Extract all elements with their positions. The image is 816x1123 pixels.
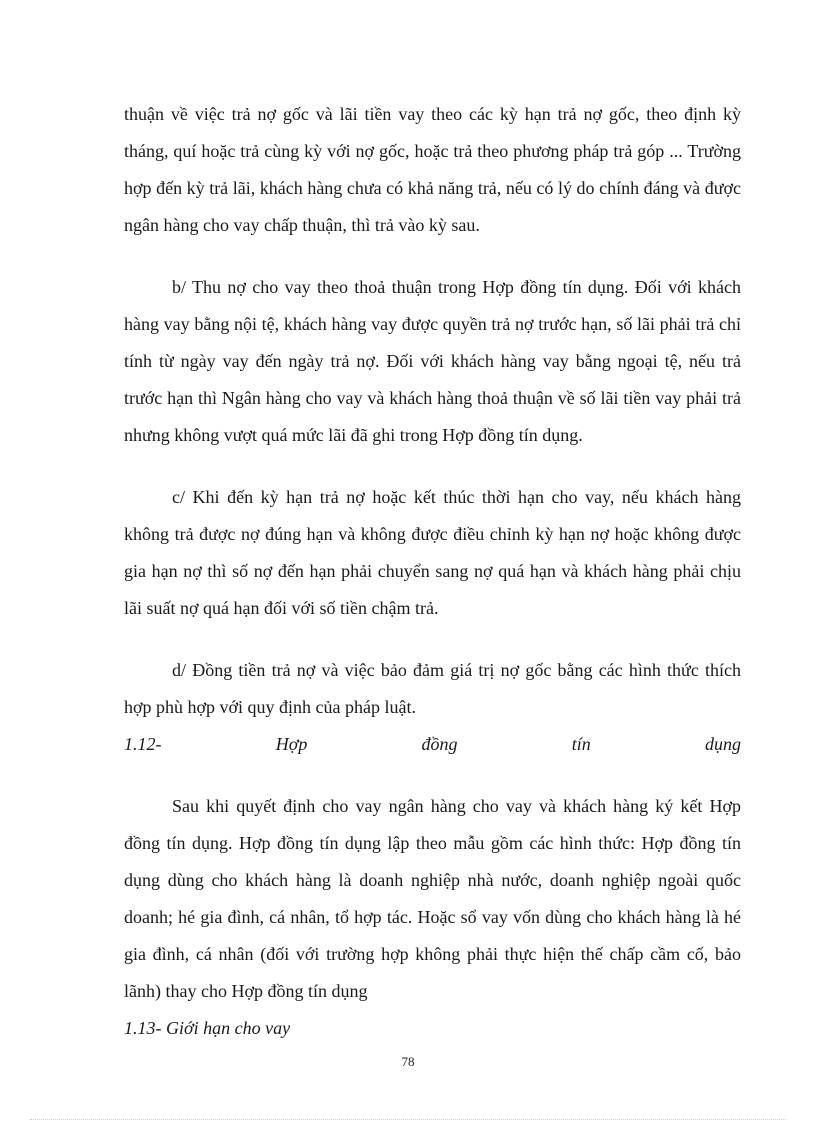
- heading-word: tín: [571, 734, 591, 754]
- page-number: 78: [401, 1054, 415, 1069]
- paragraph-item-b: b/ Thu nợ cho vay theo thoả thuận trong Hợp đồng tín dụng. Đối với khách hàng vay bằng nội tệ, khách hàng vay được quyền trả nợ trước hạn, số lãi phải trả chỉ tính từ ngày vay đến ngày trả nợ. Đối với khách hàng vay bằng ngoại tệ, nếu trả trước hạn thì Ngân hàng cho vay và khách hàng thoả thuận về số lãi tiền vay phải trả nhưng không vượt quá mức lãi đã ghi trong Hợp đồng tín dụng.: [124, 277, 741, 445]
- page-bottom-divider: [30, 1119, 786, 1120]
- paragraph-item-d: d/ Đồng tiền trả nợ và việc bảo đảm giá trị nợ gốc bằng các hình thức thích hợp phù hợp với quy định của pháp luật.: [124, 660, 741, 717]
- paragraph-item-c: c/ Khi đến kỳ hạn trả nợ hoặc kết thúc thời hạn cho vay, nếu khách hàng không trả được nợ đúng hạn và không được điều chỉnh kỳ hạn nợ hoặc không được gia hạn nợ thì số nợ đến hạn phải chuyển sang nợ quá hạn và khách hàng phải chịu lãi suất nợ quá hạn đối với số tiền chậm trả.: [124, 487, 741, 618]
- section-number: 1.12-: [124, 734, 162, 754]
- heading-word: Hợp: [275, 734, 308, 754]
- section-heading-1-13: 1.13- Giới hạn cho vay: [124, 1018, 291, 1038]
- paragraph-repayment-terms: thuận về việc trả nợ gốc và lãi tiền vay theo các kỳ hạn trả nợ gốc, theo định kỳ tháng, quí hoặc trả cùng kỳ với nợ gốc, hoặc trả theo phương pháp trả góp ... Trường hợp đến kỳ trả lãi, khách hàng chưa có khả năng trả, nếu có lý do chính đáng và được ngân hàng cho vay chấp thuận, thì trả vào kỳ sau.: [124, 104, 741, 235]
- heading-word: dụng: [705, 734, 741, 754]
- page-content: [124, 96, 741, 1047]
- heading-word: đồng: [421, 734, 458, 754]
- section-heading-1-12: [124, 726, 741, 763]
- paragraph-credit-contract: Sau khi quyết định cho vay ngân hàng cho vay và khách hàng ký kết Hợp đồng tín dụng. Hợp đồng tín dụng lập theo mẫu gồm các hình thức: Hợp đồng tín dụng dùng cho khách hàng là doanh nghiệp nhà nước, doanh nghiệp ngoài quốc doanh; hé gia đình, cá nhân, tổ hợp tác. Hoặc sổ vay vốn dùng cho khách hàng là hé gia đình, cá nhân (đối với trường hợp không phải thực hiện thế chấp cầm cố, bảo lãnh) thay cho Hợp đồng tín dụng: [124, 796, 741, 1001]
